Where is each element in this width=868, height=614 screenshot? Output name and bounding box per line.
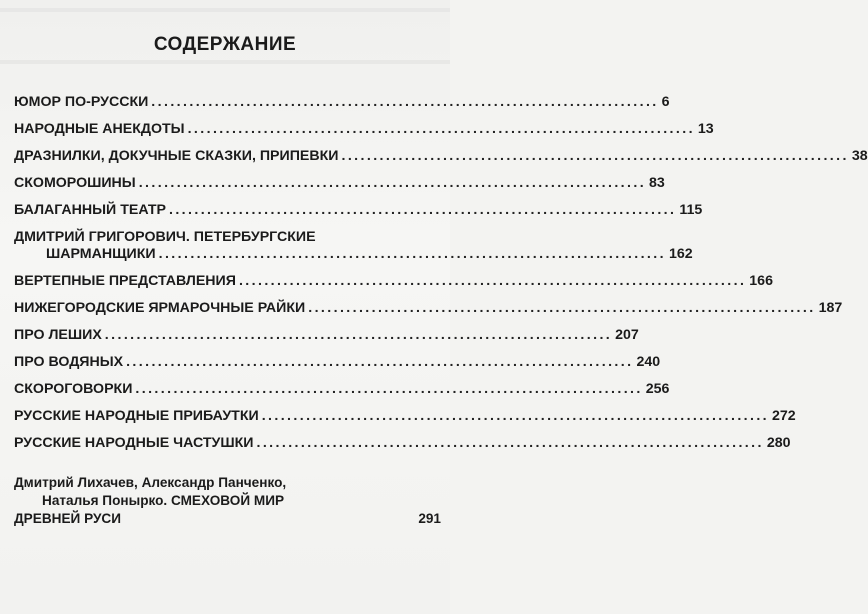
toc-entry: [14, 202, 703, 229]
dot-leader: ................................................................................: [308, 300, 816, 316]
toc-entry-label: СКОМОРОШИНЫ: [14, 175, 136, 191]
toc-entry-label-continued: ШАРМАНЩИКИ: [46, 246, 156, 262]
dot-leader: ................................................................................: [126, 354, 634, 370]
table-of-contents: [14, 94, 868, 462]
toc-entry-label: СКОРОГОВОРКИ: [14, 381, 133, 397]
dot-leader: ................................................................................: [158, 246, 666, 262]
toc-entry-label: ВЕРТЕПНЫЕ ПРЕДСТАВЛЕНИЯ: [14, 273, 236, 289]
toc-entry-label: НИЖЕГОРОДСКИЕ ЯРМАРОЧНЫЕ РАЙКИ: [14, 300, 306, 316]
toc-entry: [14, 300, 843, 327]
toc-entry-label: ДРАЗНИЛКИ, ДОКУЧНЫЕ СКАЗКИ, ПРИПЕВКИ: [14, 148, 339, 164]
toc-entry: [14, 94, 670, 121]
toc-entry-label: ЮМОР ПО-РУССКИ: [14, 94, 149, 110]
bleed-through-line: [0, 8, 450, 12]
toc-entry: [14, 121, 714, 148]
dot-leader: ................................................................................: [138, 175, 647, 191]
dot-leader: ................................................................................: [256, 435, 764, 451]
toc-entry-page: 291: [418, 511, 441, 526]
bleed-through-line: [0, 60, 450, 64]
dot-leader: ................................................................................: [151, 94, 659, 110]
authors-line: Наталья Понырко. СМЕХОВОЙ МИР: [42, 493, 285, 508]
toc-entry-page: 207: [615, 327, 639, 343]
toc-entry-label: ДМИТРИЙ ГРИГОРОВИЧ. ПЕТЕРБУРГСКИЕ: [14, 229, 316, 245]
toc-entry: [14, 273, 773, 300]
toc-entry-label: РУССКИЕ НАРОДНЫЕ ЧАСТУШКИ: [14, 435, 254, 451]
dot-leader: ................................................................................: [135, 381, 643, 397]
toc-entry-page: 38: [851, 148, 868, 164]
toc-entry: [14, 327, 639, 354]
dot-leader: ................................................................................: [104, 327, 613, 343]
dot-leader: ................................................................................: [238, 273, 747, 289]
toc-entry: [14, 381, 670, 408]
toc-entry: [14, 435, 791, 462]
toc-entry: [14, 175, 665, 202]
toc-entry-label: ПРО ЛЕШИХ: [14, 327, 102, 343]
toc-entry-page: 256: [645, 381, 670, 397]
toc-entry-page: 6: [661, 94, 670, 110]
toc-entry: [14, 408, 796, 435]
authors-line: Дмитрий Лихачев, Александр Панченко,: [14, 475, 287, 490]
page-title: СОДЕРЖАНИЕ: [153, 34, 297, 55]
toc-entry-page: 166: [749, 273, 773, 289]
toc-entry-page: 240: [636, 354, 661, 370]
toc-entry-page: 162: [668, 246, 693, 262]
toc-entry-label: ПРО ВОДЯНЫХ: [14, 354, 124, 370]
toc-entry-page: 83: [649, 175, 665, 191]
toc-entry-authors: [14, 474, 441, 528]
toc-entry-label: ДРЕВНЕЙ РУСИ: [14, 511, 121, 526]
toc-entry-label: РУССКИЕ НАРОДНЫЕ ПРИБАУТКИ: [14, 408, 259, 424]
toc-entry-label: БАЛАГАННЫЙ ТЕАТР: [14, 202, 166, 218]
toc-entry-page: 13: [697, 121, 714, 137]
dot-leader: ................................................................................: [169, 202, 677, 218]
toc-entry-page: 280: [766, 435, 791, 451]
dot-leader: ................................................................................: [261, 408, 770, 424]
toc-entry: [14, 229, 693, 273]
toc-entry-page: 272: [772, 408, 796, 424]
dot-leader: ................................................................................: [341, 148, 849, 164]
toc-entry-page: 187: [818, 300, 843, 316]
toc-entry-label: НАРОДНЫЕ АНЕКДОТЫ: [14, 121, 185, 137]
toc-entry-page: 115: [679, 202, 703, 218]
toc-entry: [14, 148, 868, 175]
dot-leader: ................................................................................: [187, 121, 695, 137]
toc-entry: [14, 354, 661, 381]
